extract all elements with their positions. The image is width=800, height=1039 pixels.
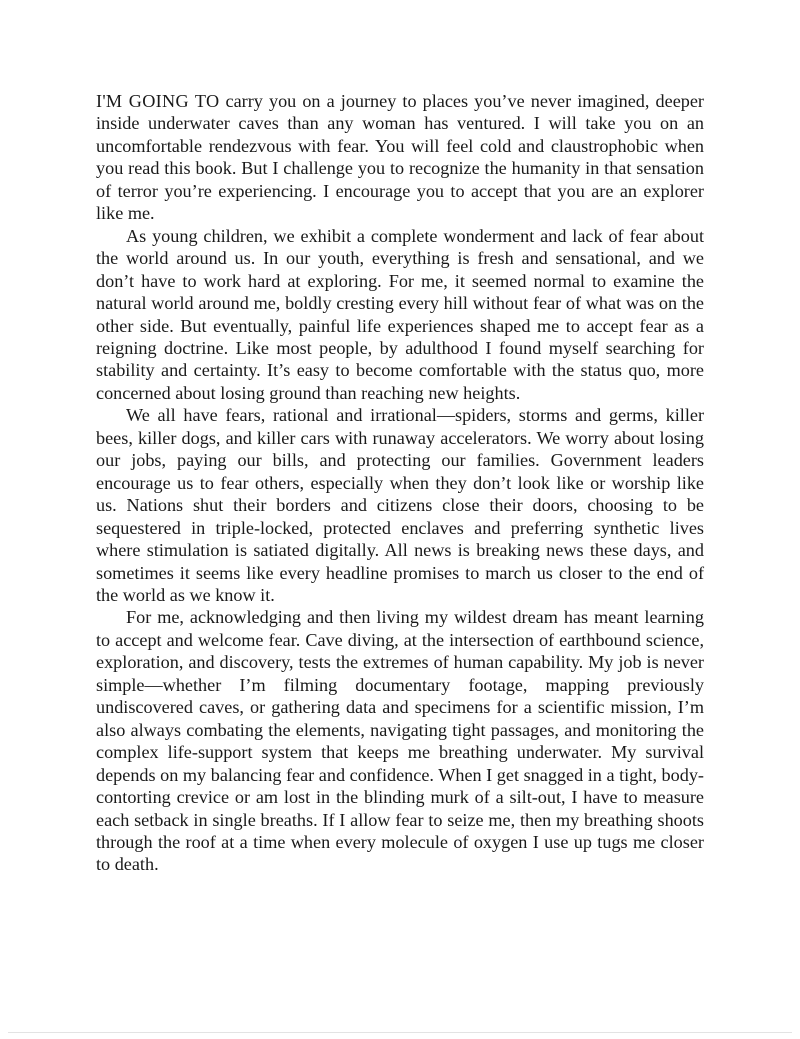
paragraph-3: We all have fears, rational and irrational—spiders, storms and germs, killer bees, killer dogs, and killer cars with runaway accelerators. We worry about losing our jobs, paying our bills, and protecting our families. Government leaders encourage us to fear others, especially when they don’t look like or worship like us. Nations shut their borders and citizens close their doors, choosing to be sequestered in triple-locked, protected enclaves and preferring synthetic lives where stimulation is satiated digitally. All news is breaking news these days, and sometimes it seems like every headline promises to march us closer to the end of the world as we know it.: [96, 405, 704, 605]
paragraph-2: As young children, we exhibit a complete wonderment and lack of fear about the world around us. In our youth, everything is fresh and sensational, and we don’t have to work hard at exploring. For me, it seemed normal to examine the natural world around me, boldly cresting every hill without fear of what was on the other side. But eventually, painful life experiences shaped me to accept fear as a reigning doctrine. Like most people, by adulthood I found myself searching for stability and certainty. It’s easy to become comfortable with the status quo, more concerned about losing ground than reaching new heights.: [96, 225, 704, 403]
paragraph-1: [96, 90, 704, 225]
page-footer-rule: [8, 1032, 792, 1033]
page-text-block: [96, 90, 704, 876]
opening-smallcaps: I'M GOING TO: [96, 91, 220, 111]
paragraph-1-text: carry you on a journey to places you’ve never imagined, deeper inside underwater caves than any woman has ventured. I will take you on an uncomfortable rendezvous with fear. You will feel cold and claustrophobic when you read this book. But I challenge you to recognize the humanity in that sensation of terror you’re experiencing. I encourage you to accept that you are an explorer like me.: [96, 91, 704, 224]
paragraph-4: For me, acknowledging and then living my wildest dream has meant learning to accept and welcome fear. Cave diving, at the intersection of earthbound science, exploration, and discovery, tests the extremes of human capability. My job is never simple—whether I’m filming documentary footage, mapping previously undiscovered caves, or gathering data and specimens for a scientific mission, I’m also always combating the elements, navigating tight passages, and monitoring the complex life-support system that keeps me breathing underwater. My survival depends on my balancing fear and confidence. When I get snagged in a tight, body-contorting crevice or am lost in the blinding murk of a silt-out, I have to measure each setback in single breaths. If I allow fear to seize me, then my breathing shoots through the roof at a time when every molecule of oxygen I use up tugs me closer to death.: [96, 607, 704, 875]
